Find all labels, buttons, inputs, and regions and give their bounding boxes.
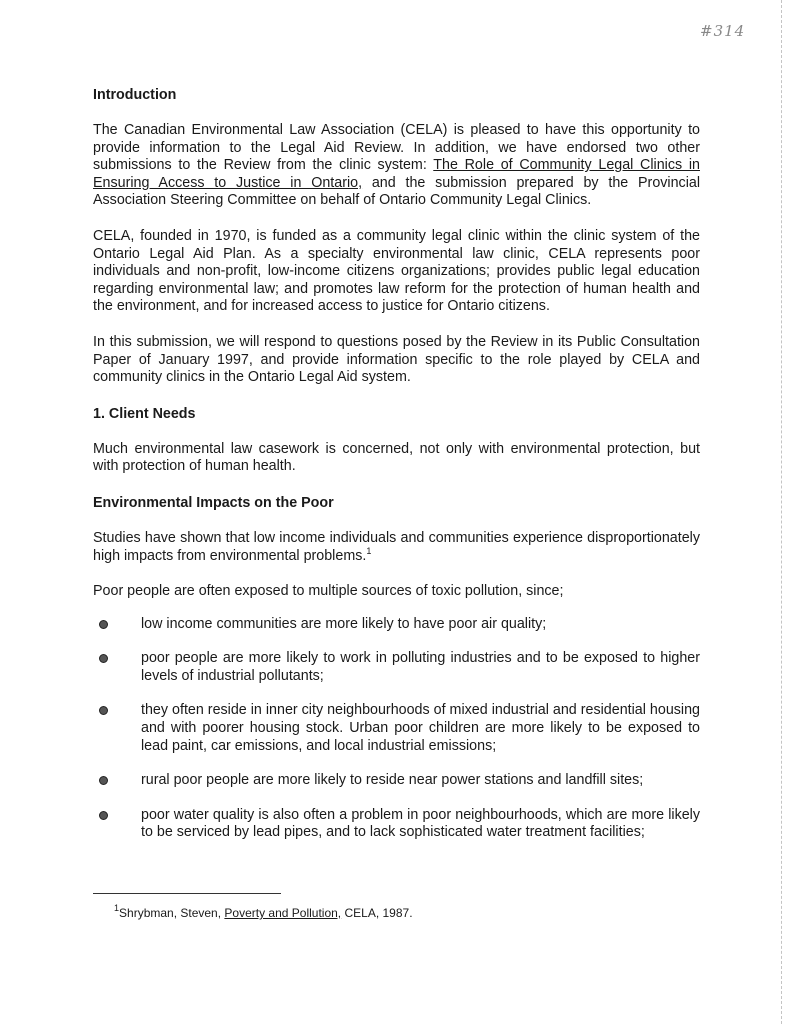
client-needs-paragraph-2	[93, 530, 700, 565]
footnote-publisher: CELA, 1987.	[341, 906, 413, 920]
list-item-text: rural poor people are more likely to reside near power stations and landfill sites;	[141, 772, 644, 789]
list-item	[93, 807, 700, 842]
intro-paragraph-3: In this submission, we will respond to questions posed by the Review in its Public Consultation Paper of January 1997, and provide information specific to the role played by CELA and community clinics in the Ontario Legal Aid system.	[93, 333, 700, 386]
client-needs-paragraph-1: Much environmental law casework is concerned, not only with environmental protection, but with protection of human health.	[93, 440, 700, 475]
footnote-author: Shrybman, Steven,	[119, 906, 225, 920]
footnote-title: Poverty and Pollution,	[224, 906, 342, 920]
page-stamp: #314	[700, 22, 746, 40]
list-item	[93, 616, 700, 634]
list-item	[93, 772, 700, 790]
client-needs-heading: 1. Client Needs	[93, 405, 196, 422]
list-item	[93, 702, 700, 755]
intro-heading: Introduction	[93, 87, 177, 103]
intro-paragraph-1	[93, 122, 700, 210]
bullet-icon	[99, 811, 108, 820]
bullet-icon	[99, 654, 108, 663]
list-item-text: low income communities are more likely to have poor air quality;	[141, 615, 547, 632]
footnote	[114, 903, 413, 920]
bullet-icon	[99, 776, 108, 785]
list-item-text: poor people are more likely to work in polluting industries and to be exposed to higher levels of industrial pollutants;	[141, 650, 700, 684]
scan-edge-line	[781, 0, 782, 1024]
client-needs-paragraph-3: Poor people are often exposed to multiple sources of toxic pollution, since;	[93, 583, 564, 600]
list-item-text: they often reside in inner city neighbourhoods of mixed industrial and residential housing and with poorer housing stock. Urban poor children are more likely to be exposed to lead paint, car emissions, and local industrial emissions;	[141, 702, 700, 754]
list-item-text: poor water quality is also often a problem in poor neighbourhoods, which are more likely to be serviced by lead pipes, and to lack sophisticated water treatment facilities;	[141, 806, 700, 841]
intro-p1-text-a: The Canadian Environmental Law Association (CELA) is pleased to have this opportunity to provide information to the Legal Aid Review. In addition, we have endorsed two other submissions to the Review from the clinic system:	[93, 122, 700, 174]
bullet-icon	[99, 620, 108, 629]
bullet-icon	[99, 706, 108, 715]
footnote-mark: 1	[114, 903, 120, 913]
intro-paragraph-2: CELA, founded in 1970, is funded as a community legal clinic within the clinic system of the Ontario Legal Aid Plan. As a specialty environmental law clinic, CELA represents poor individuals and non-profit, low-income citizens organizations; provides public legal education regarding environmental law; and promotes law reform for the protection of human health and the environment, and for increased access to justice for Ontario citizens.	[93, 227, 700, 315]
toxic-pollution-list	[93, 616, 700, 842]
environmental-impacts-subheading: Environmental Impacts on the Poor	[93, 494, 334, 511]
list-item	[93, 650, 700, 685]
page-content	[93, 86, 700, 842]
intro-p1-report-title: The Role of Community Legal Clinics in Ensuring Access to Justice in Ontario,	[93, 157, 700, 191]
footnote-divider	[93, 893, 281, 894]
client-needs-p2-text: Studies have shown that low income individuals and communities experience disproportionately high impacts from environmental problems.	[93, 529, 700, 564]
footnote-reference[interactable]: 1	[366, 545, 372, 556]
intro-p1-text-b: and the submission prepared by the Provincial Association Steering Committee on behalf of Ontario Community Legal Clinics.	[93, 174, 700, 209]
